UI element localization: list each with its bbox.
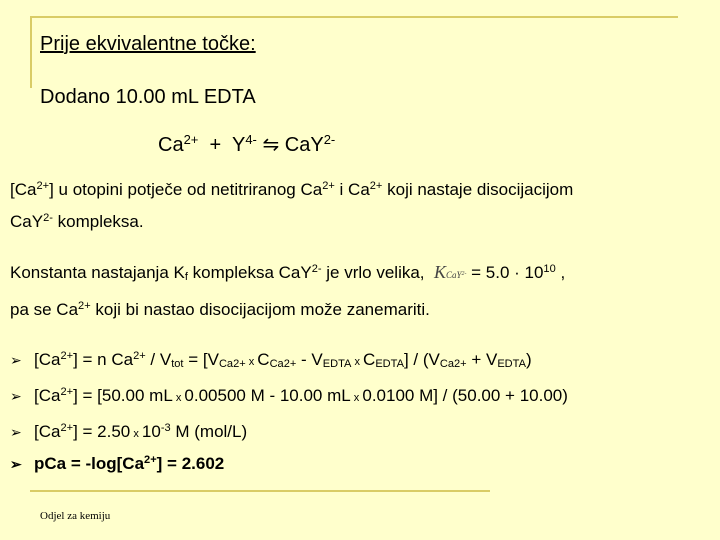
text-segment: M (mol/L): [170, 422, 248, 441]
subscript: f: [184, 271, 188, 284]
text-segment: kompleksa CaY: [187, 263, 312, 282]
text-segment: 0.0100 M] / (50.00 + 10.00): [362, 386, 568, 405]
text-segment: pa se Ca: [10, 300, 79, 319]
bullet-substitution: [10, 386, 568, 406]
subscript: EDTA: [322, 358, 352, 371]
reactant-y: Y: [231, 134, 246, 156]
formation-constant-symbol: [434, 262, 466, 282]
bullet-arrow-icon: ➢: [10, 352, 22, 368]
text-segment: / V: [145, 350, 172, 369]
charge: 2+: [60, 421, 74, 434]
paragraph-origin-line2: [10, 212, 144, 232]
text-segment: = [V: [183, 350, 219, 369]
charge: 2-: [311, 262, 322, 275]
text-segment: C: [257, 350, 270, 369]
text-segment: 10: [141, 422, 161, 441]
text-segment: ] = 2.602: [156, 454, 225, 473]
exponent: -3: [160, 421, 171, 434]
text-segment: je vrlo velika,: [321, 263, 425, 282]
bullet-concentration-formula: [10, 350, 532, 370]
paragraph-constant: [10, 262, 565, 283]
k-subscript: [446, 270, 466, 280]
k-subscript-charge: 2-: [461, 270, 467, 277]
text-segment: ] = [50.00 mL: [73, 386, 173, 405]
text-segment: pCa = -log[Ca: [34, 454, 145, 473]
charge: 2+: [60, 385, 74, 398]
charge: 2+: [322, 179, 335, 192]
reaction-equation: [158, 132, 335, 157]
times-sign: x: [130, 428, 142, 440]
plus-sign: +: [209, 134, 222, 156]
text-segment: ] u otopini potječe od netitriranog Ca: [49, 180, 323, 199]
times-sign: x: [351, 356, 364, 368]
text-segment: [Ca: [10, 180, 37, 199]
text-segment: CaY: [10, 212, 44, 231]
k-letter: K: [433, 262, 446, 282]
text-segment: ] = n Ca: [73, 350, 134, 369]
text-segment: = 5.0 · 10: [466, 263, 544, 282]
subscript: EDTA: [497, 358, 526, 371]
times-sign: x: [350, 392, 363, 404]
frame-left-line: [30, 16, 32, 88]
bullet-pca-result: [10, 454, 224, 474]
charge: 2+: [60, 349, 74, 362]
paragraph-origin-line1: [10, 180, 573, 200]
text-segment: - V: [296, 350, 323, 369]
text-segment: koji bi nastao disocijacijom može zanemariti.: [90, 300, 430, 319]
product-cay: CaY: [284, 134, 324, 156]
charge: 2+: [133, 349, 146, 362]
text-segment: i Ca: [334, 180, 370, 199]
text-segment: [Ca: [34, 386, 61, 405]
subscript: tot: [171, 358, 184, 371]
frame-top-line: [30, 16, 678, 18]
text-segment: ] / (V: [403, 350, 440, 369]
frame-bottom-line: [30, 490, 490, 492]
subscript: Ca2+: [269, 358, 297, 371]
added-text: Dodano 10.00 mL EDTA: [40, 86, 256, 108]
subscript: EDTA: [375, 358, 404, 371]
subscript: Ca2+: [218, 358, 246, 371]
product-charge: 2-: [323, 131, 336, 147]
text-segment: [Ca: [34, 422, 61, 441]
bullet-arrow-icon: ➢: [10, 424, 22, 440]
equilibrium-arrow: ⇋: [262, 134, 280, 156]
text-segment: ,: [555, 263, 566, 282]
text-segment: kompleksa.: [52, 212, 144, 231]
exponent: 10: [543, 262, 556, 275]
bullet-arrow-icon: ➢: [10, 388, 22, 404]
times-sign: x: [245, 356, 258, 368]
text-segment: 0.00500 M - 10.00 mL: [184, 386, 351, 405]
footer-department: Odjel za kemiju: [40, 510, 111, 522]
subscript: Ca2+: [439, 358, 467, 371]
text-segment: ): [525, 350, 532, 369]
reactant-ca-charge: 2+: [183, 131, 199, 147]
text-segment: C: [363, 350, 376, 369]
charge: 2-: [43, 211, 53, 224]
paragraph-neglect: [10, 300, 430, 320]
charge: 2+: [369, 179, 383, 192]
bullet-arrow-icon: ➢: [10, 456, 22, 472]
text-segment: ] = 2.50: [73, 422, 131, 441]
bullet-result-concentration: [10, 422, 247, 442]
reactant-ca: Ca: [158, 134, 184, 156]
k-subscript-text: CaY: [446, 270, 462, 280]
charge: 2+: [78, 299, 91, 312]
text-segment: + V: [466, 350, 498, 369]
charge: 2+: [144, 453, 157, 466]
times-sign: x: [172, 392, 185, 404]
text-segment: koji nastaje disocijacijom: [382, 180, 574, 199]
reactant-y-charge: 4-: [245, 131, 257, 147]
text-segment: Konstanta nastajanja K: [10, 263, 185, 282]
charge: 2+: [36, 179, 50, 192]
slide-title: Prije ekvivalentne točke:: [40, 33, 256, 55]
text-segment: [Ca: [34, 350, 61, 369]
